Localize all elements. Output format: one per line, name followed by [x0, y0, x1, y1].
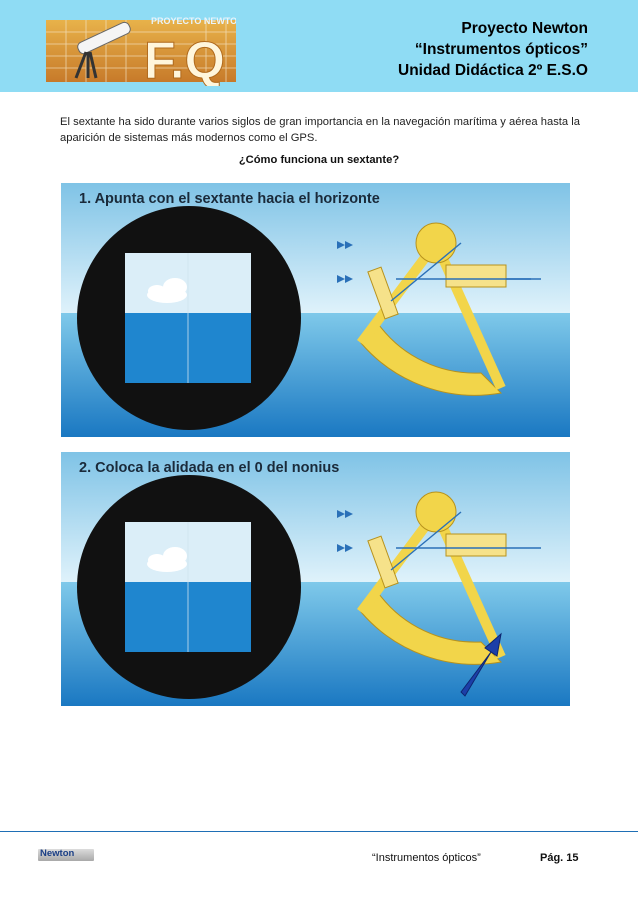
sextant-step-1-illustration	[61, 183, 570, 437]
section-question: ¿Cómo funciona un sextante?	[238, 154, 400, 166]
unit-subtitle: “Instrumentos ópticos”	[414, 41, 588, 58]
page-number: Pág. 15	[540, 852, 579, 864]
step-1-title: 1. Apunta con el sextante hacia el horizonte	[79, 191, 380, 207]
newton-logo-text: Newton	[40, 848, 75, 859]
course-title: Unidad Didáctica 2º E.S.O	[398, 62, 588, 79]
intro-paragraph: El sextante ha sido durante varios siglos de gran importancia en la navegación marítima y aérea hasta la aparición de sistemas más modernos como el GPS.	[60, 116, 580, 144]
step-2-title: 2. Coloca la alidada en el 0 del nonius	[79, 460, 340, 476]
footer-document-title: “Instrumentos ópticos”	[372, 852, 481, 864]
project-title: Proyecto Newton	[461, 20, 588, 37]
newton-footer-logo	[38, 849, 94, 861]
logo-text: F.Q	[144, 32, 225, 86]
header-title-block	[398, 18, 588, 81]
sextant-step-2-illustration	[61, 452, 570, 706]
logo-banner: PROYECTO NEWTON	[151, 16, 236, 26]
fq-logo	[46, 12, 236, 86]
footer-divider	[0, 831, 638, 832]
